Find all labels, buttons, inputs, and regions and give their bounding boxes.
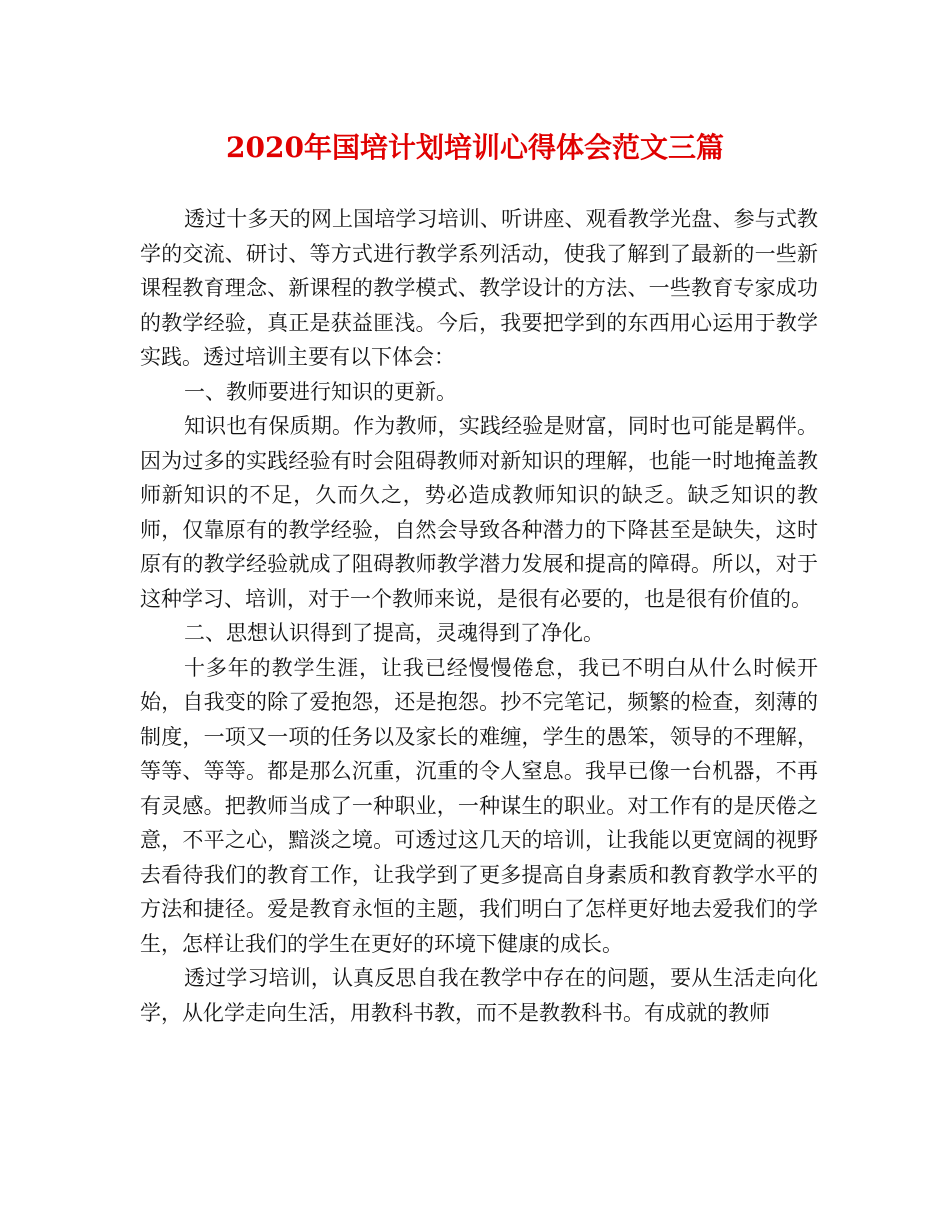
document-title: 2020年国培计划培训心得体会范文三篇 [226,131,724,164]
heading-point-two: 二、思想认识得到了提高，灵魂得到了净化。 [184,621,604,645]
paragraph-knowledge: 知识也有保质期。作为教师，实践经验是财富，同时也可能是羁伴。因为过多的实践经验有时会阻碍教师对新知识的理解，也能一时地掩盖教师新知识的不足，久而久之，势必造成教师知识的缺乏。缺乏知识的教师，仅靠原有的教学经验，自然会导致各种潜力的下降甚至是缺失，这时原有的教学经验就成了阻碍教师教学潜力发展和提高的障碍。所以，对于这种学习、培训，对于一个教师来说，是很有必要的，也是很有价值的。 [140,414,818,611]
heading-point-one: 一、教师要进行知识的更新。 [184,379,457,404]
paragraph-reflection: 十多年的教学生涯，让我已经慢慢倦怠，我已不明白从什么时候开始，自我变的除了爱抱怨，还是抱怨。抄不完笔记，频繁的检查，刻薄的制度，一项又一项的任务以及家长的难缠，学生的愚笨，领导的不理解，等等、等等。都是那么沉重，沉重的令人窒息。我早已像一台机器，不再有灵感。把教师当成了一种职业，一种谋生的职业。对工作有的是厌倦之意，不平之心，黯淡之境。可透过这几天的培训，让我能以更宽阔的视野去看待我们的教育工作，让我学到了更多提高自身素质和教育教学水平的方法和捷径。爱是教育永恒的主题，我们明白了怎样更好地去爱我们的学生，怎样让我们的学生在更好的环境下健康的成长。 [140,655,818,956]
paragraph-intro: 透过十多天的网上国培学习培训、听讲座、观看教学光盘、参与式教学的交流、研讨、等方式进行教学系列活动，使我了解到了最新的一些新课程教育理念、新课程的教学模式、教学设计的方法、一些教育专家成功的教学经验，真正是获益匪浅。今后，我要把学到的东西用心运用于教学实践。透过培训主要有以下体会： [140,207,818,369]
paragraph-training: 透过学习培训，认真反思自我在教学中存在的问题，要从生活走向化学，从化学走向生活，用教科书教，而不是教教科书。有成就的教师 [140,966,818,1025]
document-body [140,202,818,1030]
